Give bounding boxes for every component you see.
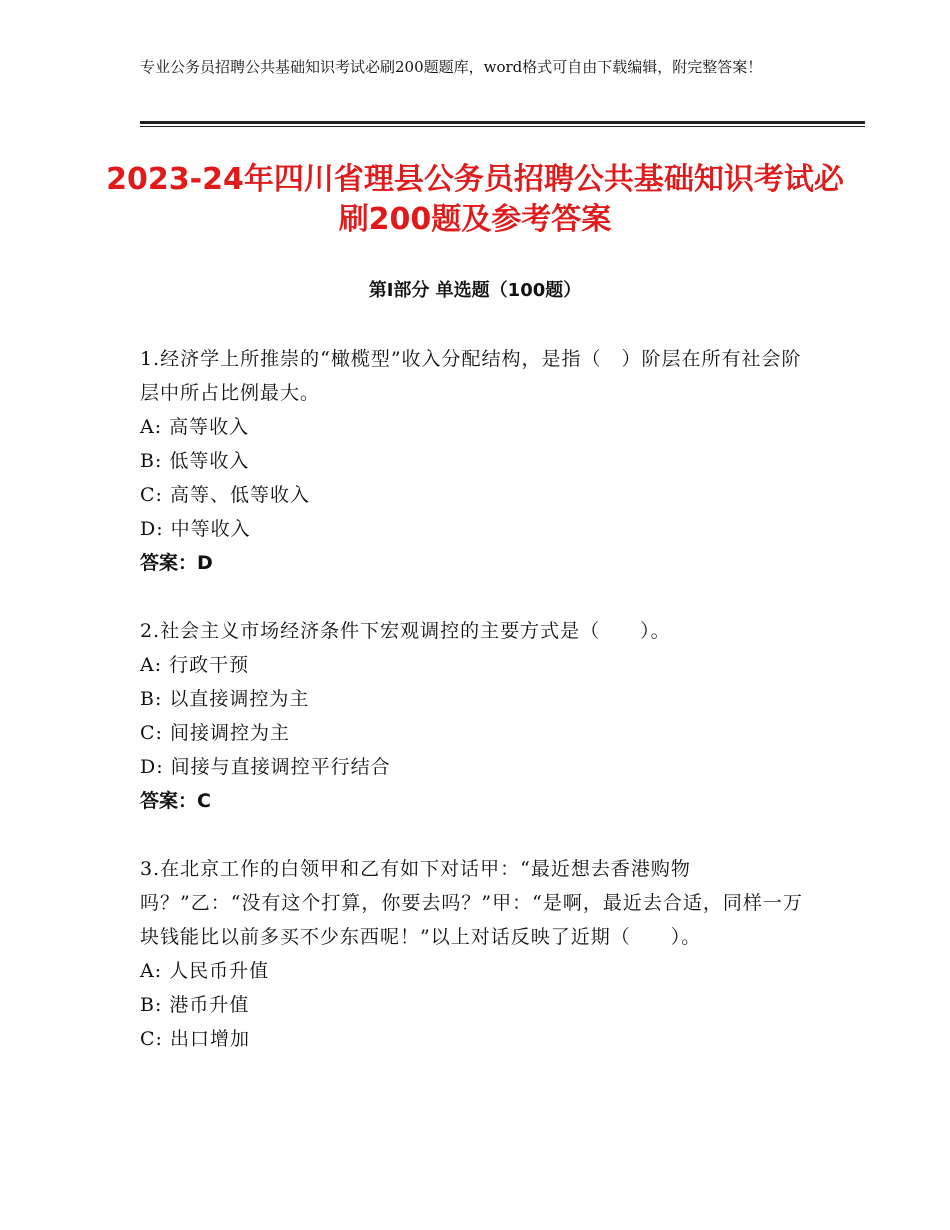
option-d: D: 间接与直接调控平行结合 (140, 756, 391, 778)
option-d: D: 中等收入 (140, 518, 251, 540)
option-c: C: 出口增加 (140, 1028, 250, 1050)
answer-label: 答案：D (140, 552, 213, 574)
header-note: 专业公务员招聘公共基础知识考试必刷200题题库，word格式可自由下载编辑，附完整答案！ (140, 58, 763, 76)
option-a: A: 高等收入 (140, 416, 250, 438)
option-c: C: 高等、低等收入 (140, 484, 310, 506)
section-heading: 第Ⅰ部分 单选题（100题） (368, 280, 582, 301)
header-divider-thin (140, 126, 865, 127)
question-3 (140, 852, 805, 1056)
question-2 (140, 614, 805, 818)
question-stem: 1.经济学上所推崇的“橄榄型”收入分配结构，是指（ ）阶层在所有社会阶层中所占比例最大。 (140, 348, 802, 404)
answer-label: 答案：C (140, 790, 211, 812)
option-a: A: 行政干预 (140, 654, 250, 676)
question-stem: 3.在北京工作的白领甲和乙有如下对话甲：“最近想去香港购物吗？”乙：“没有这个打算，你要去吗？”甲：“是啊，最近去合适，同样一万块钱能比以前多买不少东西呢！”以上对话反映了近期（ ）。 (140, 858, 803, 948)
option-c: C: 间接调控为主 (140, 722, 290, 744)
option-b: B: 低等收入 (140, 450, 250, 472)
question-stem: 2.社会主义市场经济条件下宏观调控的主要方式是（ ）。 (140, 620, 671, 642)
question-1 (140, 342, 805, 580)
header-divider-thick (140, 121, 865, 124)
option-b: B: 港币升值 (140, 994, 250, 1016)
option-a: A: 人民币升值 (140, 960, 270, 982)
option-b: B: 以直接调控为主 (140, 688, 310, 710)
document-title: 2023-24年四川省理县公务员招聘公共基础知识考试必刷200题及参考答案 (106, 162, 844, 237)
